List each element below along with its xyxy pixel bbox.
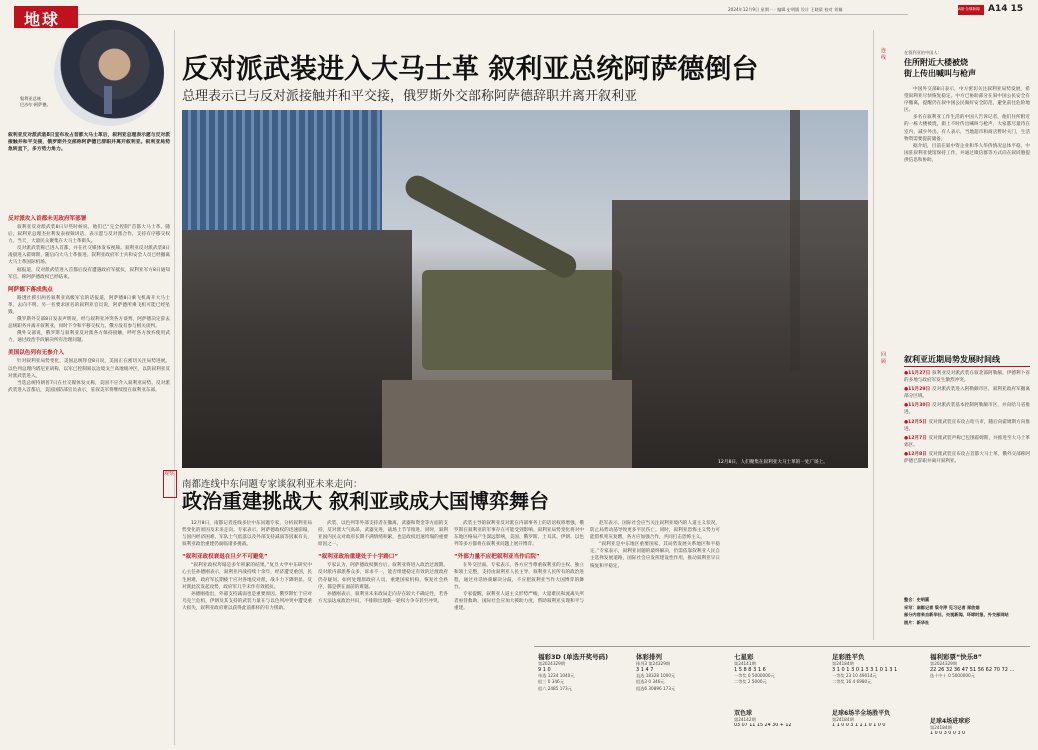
lottery-issue: 排列3 第24329期 [636,661,671,666]
timeline-text: 反对派武装宣布攻占首都大马士革，俄外交部称阿萨德已辞职并离开叙利亚。 [904,451,1030,465]
lottery-numbers: 22 26 32 36 47 51 56 62 70 72 ... [930,667,1015,674]
article-col-3-body: 武装主导的叙利亚反对派在内部事务上的话语权将增强，俄罗斯在叙利亚的军事存在可能受到影响。叙利亚局势变化将对中东地区格局产生深远影响，美国、俄罗斯、土耳其、伊朗、以色列等多方都将在叙利亚问题上展开博弈。 [454,521,584,548]
lottery-extra-numbers: 1 1 0 0 3 1 1 1 0 1 0 0 [832,723,886,729]
lottery-prize-row: 组选6 30896 173元 [636,685,676,691]
right-body-2: 多名在叙利亚工作生活的中国人告诉记者，他们住所附近的一栋大楼被烧，街上不时传出喊叫与枪声，大家都尽量待在室内，减少外出。有人表示，当地超市和商店暂时关门，生活物资需要提前储备。 [904,115,1030,142]
timeline-text: 反对派武装宣布攻占哈马市，随后向霍姆斯方向推进。 [904,419,1030,432]
article-col-2-body: 武装、以色列等外部支持者在撤离，武器和资金等方面的支持，反对派大气高昂，武器先进，战场上节节推进。同时，叙利亚国内民众对政府长期不满情绪积累，也是政权迅速垮塌的重要原因之一。 [318,521,448,548]
masthead-rule [78,14,908,15]
kicker-2: 回顾 [881,352,887,365]
lottery-prize-row: 组三 0 346元 [538,679,564,685]
timeline-item [904,386,1030,400]
lottery-title: 体彩排列 [636,653,662,661]
timeline-date: ●12月7日 [904,435,929,441]
left-column [8,210,170,394]
photo-tank [422,270,622,370]
lottery-extra-numbers: 1 0 0 3 0 0 3 0 [930,731,966,737]
left-para-2: 反对派武装称已进入首都，并在社交媒体发布视频。叙利亚反对派武装8日凌晨进入霍姆斯，随后向大马士革推进。叙利亚政府军士兵和安全人员已经撤离大马士革国际机场。 [8,246,170,266]
lottery-top-rule [534,646,1030,647]
right-head-1-kicker: 在叙利亚的中国人： [904,50,942,55]
lottery-prize-row: 二等奖 16 4 6980元 [832,679,872,685]
lottery-extra-title: 双色球 [734,710,753,717]
lottery-numbers: 1 5 8 8 3 1 6 [734,667,766,674]
timeline-rule [904,366,1030,367]
right-head-2: 叙利亚近期局势发展时间线 [904,355,1000,364]
article-col-3-subhead: “外部力量不应把叙利亚当作后院” [454,554,540,561]
lottery-extra-title: 足球6场半全场胜平负 [832,710,891,717]
lottery-extra-block [930,716,1022,736]
portrait-tie [104,86,112,114]
article-col-4 [590,520,720,570]
portrait-caption: 叙利亚总统 巴沙尔·阿萨德。 [20,96,51,108]
lottery-extra-numbers: 03 07 11 15 24 30 + 12 [734,723,792,729]
left-subhead-2: 阿萨德下落成焦点 [8,286,53,293]
lottery-prize-row: 二等奖 2 5000元 [734,679,767,685]
right-body-3: 据介绍，目前在叙中资企业和华人华侨情况总体平稳，中国驻叙利亚使馆保持工作，并通过微信群等方式向在叙同胞提供信息和协助。 [904,143,1030,163]
left-para-7: 针对叙利亚局势变化，美国总统拜登8日说，美国正在密切关注局势进展。以色列总理内塔尼亚胡称，以军已控制叙以边境戈兰高地缓冲区，以防叙利亚反对派武装进入。 [8,359,170,379]
lottery-title: 七星彩 [734,653,754,661]
article-col-3-body2: 在外交层面，专家表示，各方应当尊重叙利亚的主权、独立和领土完整，支持由叙利亚人民主导、叙利亚人民所有的政治进程，通过对话协商解决分歧，不应把叙利亚当作大国博弈的舞台。 [454,563,584,590]
date-line: 2024年12月9日 星期一 · 编辑 史明圆 设计 王晓晨 校对 刘楠 [728,7,843,12]
article-col-1-body3: 孙德刚指出，外部支持减弱也是重要原因。俄罗斯忙于应对乌克兰危机，伊朗及其支持的武装力量在与以色列冲突中遭受重大损失，叙利亚政府难以获得此前那样的有力援助。 [182,591,312,611]
left-para-6: 俄外交部说，俄罗斯与叙利亚反对派各方保持接触，呼吁各方放弃使用武力，通过政治手段解决所有治理问题。 [8,331,170,344]
left-para-5: 俄罗斯外交部8日发表声明说，经与叙利亚冲突各方谈判，阿萨德决定辞去总统职务并离开叙利亚，同时下令和平移交权力。俄方没有参与相关谈判。 [8,317,170,330]
lottery-extra-block [734,708,826,728]
timeline-item [904,370,1030,384]
right-column-divider [873,30,874,640]
left-subhead-1: 反对派攻入首都未见政府军部署 [8,216,87,222]
timeline-text: 反对派武装声称已包围霍姆斯，并推进至大马士革郊区。 [904,435,1030,448]
lottery-issue: 第24141期 [734,661,756,666]
lottery-prize-row: 直选 18328 1000元 [636,673,676,679]
article-col-2-subhead: “叙利亚政治重建处于十字路口” [318,554,399,561]
photo-ground [382,380,632,468]
lottery-prize-row: 组六 2485 173元 [538,685,572,691]
left-para-1: 叙利亚反对派武装8日早些时候说，他们已“完全控制”首都大马士革。随后，叙利亚总理杰拉利发表视频讲话，表示愿与反对派合作，支持有序移交权力。当天，大量民众聚集在大马士革街头。 [8,225,170,245]
article-col-2-body2: 专家认为，阿萨德政权倒台后，叙利亚将进入政治过渡期。反对派内部派系众多，诉求不一，能否组建稳定有效的过渡政府仍存疑问。如何处理原政府人员、重建国家机构、恢复社会秩序，都是摆在面前的难题。 [318,563,448,590]
timeline-item [904,435,1030,449]
lottery-strip [534,650,1030,745]
lottery-extra-block [832,708,924,728]
article-col-2-body3: 孙德刚表示，叙利亚未来政局走向存在较大不确定性，若各方无法达成政治共识，不排除出现新一轮权力争夺甚至冲突。 [318,591,448,604]
main-subhead: 总理表示已与反对派接触并和平交接，俄罗斯外交部称阿萨德辞职并离开叙利亚 [182,89,638,104]
lottery-numbers: 9 1 0 [538,667,551,674]
lottery-extra-issue: 第24142期 [734,717,756,722]
main-photo [182,110,868,468]
second-headline-lead: 南都连线中东问题专家谈叙利亚未来走向： [182,479,363,490]
observe-kicker: 观察 [164,471,175,477]
right-column-text-1 [904,86,1030,164]
timeline-date: ●11月27日 [904,371,933,376]
photo-crowd-left [182,230,412,468]
lottery-issue: 第24184期 [832,661,854,666]
lottery-extra-issue: 第24184期 [930,725,952,730]
article-col-4-body: 赵军表示，国际社会应当关注叙利亚境内的人道主义状况，防止局势动荡导致更多平民伤亡。同时，叙利亚恐怖主义势力可能借机死灰复燃，各方应加强合作，共同打击恐怖主义。 [590,521,720,541]
lottery-extra-title: 足球4场进球彩 [930,718,971,725]
page-badge: A版·全球新闻 [958,7,980,11]
lottery-prize-row: 一等奖 0 5000000元 [734,673,775,679]
article-col-1-body2: “叙利亚政权垮塌是多年积累的结果。”复旦大学中东研究中心主任孙德刚表示，叙利亚内战持续十余年，经济遭受重创，民生困难，政府军长期疲于应对各地反对派，战斗力下降明显。反对派此次发起攻势，政府军几乎未作有效抵抗。 [182,563,312,590]
photo-caption: 12月8日，人们聚集在叙利亚大马士革的一处广场上。 [718,460,828,465]
lottery-block [832,652,922,686]
lottery-extra-issue: 第24184期 [832,717,854,722]
lottery-block [636,652,726,692]
lottery-numbers: 3 1 4 7 [636,667,654,674]
lottery-issue: 第2024329期 [930,661,958,666]
right-head-1: 住所附近大楼被烧 街上传出喊叫与枪声 [904,58,976,78]
left-subhead-3: 美国以色列有无参介入 [8,350,64,357]
main-headline: 反对派武装进入大马士革 叙利亚总统阿萨德倒台 [182,54,759,85]
timeline-text: 反对派武装进入阿勒颇市区，叙利亚政府军撤离部分区域。 [904,387,1030,400]
lottery-block [930,652,1020,679]
lottery-title: 足彩胜平负 [832,653,865,661]
second-headline: 政治重建挑战大 叙利亚或成大国博弈舞台 [182,489,549,513]
article-col-3 [454,520,584,612]
page-number: A14 15 [988,4,1024,14]
left-column-divider [174,30,175,745]
timeline-item [904,451,1030,465]
timeline-text: 叙利亚反对派武装在叙北部阿勒颇、伊德利卜省的多地与政府军发生激烈冲突。 [904,371,1030,384]
lottery-prize-row: 单选 1234 1040元 [538,673,575,679]
timeline-text: 反对派武装基本控制阿勒颇市区，并向哈马省推进。 [904,403,1030,416]
photo-tank-gun [401,171,580,281]
left-para-3: 据报道，反对派武装进入首都后没有遭遇政府军抵抗，叙利亚军方8日通知军官，称阿萨德政权已经结束。 [8,267,170,280]
timeline-item [904,419,1030,433]
lottery-prize-row: 组选3 0 346元 [636,679,665,685]
article-col-2 [318,520,448,605]
article-col-1 [182,520,312,612]
section-title: 地球 [24,10,61,29]
article-col-1-subhead: “叙利亚政权衰退在旦夕不可避免” [182,554,268,561]
lottery-numbers: 3 1 0 1 3 0 1 3 3 1 0 1 3 1 [832,667,898,674]
photo-crowd-right [612,200,868,468]
lede: 叙利亚反对派武装8日宣布攻占首都大马士革后，叙利亚总理表示愿与反对派接触并和平交接，俄罗斯外交部称阿萨德已辞职并离开叙利亚。叙利亚局势急转直下，多方势力角力。 [8,133,170,153]
lottery-issue: 第2024329期 [538,661,566,666]
left-para-8: 当选总统特朗普7日在社交媒体发文称，美国不应介入叙利亚局势。反对派武装进入首都后，美国国防部官员表示，驻叙美军将继续留在叙利亚东部。 [8,380,170,393]
timeline-date: ●12月5日 [904,419,929,425]
timeline [904,370,1030,467]
article-col-3-body3: 专家提醒，叙利亚人道主义形势严峻，大量难民和流离失所者亟待救助，国际社会应加大援助力度，帮助叙利亚实现和平与重建。 [454,591,584,611]
photo-building [182,110,382,230]
right-body-1: 中国外交部8日表示，中方密切关注叙利亚局势发展，希望叙利亚尽快恢复稳定。中方已协助部分在叙中国公民安全有序撤离，提醒仍在叙中国公民做好安全防范，避免前往危险地区。 [904,87,1030,114]
lottery-block [734,652,824,686]
lottery-prize-row: 选十中十 0 5000000元 [930,673,975,679]
kicker-1: 连线 [881,48,887,61]
left-para-4: 路透社援引两名叙利亚高级军官的话报道，阿萨德8日乘飞机离开大马士革，去向不明。另一名要求匿名的叙利亚官员说，阿萨德所乘飞机可能已经坠毁。 [8,295,170,315]
article-col-1-body: 12月8日，南都记者连线多位中东问题专家，分析叙利亚局势变化的原因及未来走向。专家表示，阿萨德政权的迅速崩塌，与国内经济困难、军队士气低落以及外部支持减弱等因素有关，叙利亚政治重建仍面临诸多挑战。 [182,521,312,548]
lottery-title: 福利彩票“快乐8” [930,653,983,661]
timeline-date: ●11月29日 [904,387,933,393]
timeline-date: ●12月8日 [904,451,929,457]
lottery-title: 福彩3D (单选开奖号码) [538,653,609,661]
lottery-block [538,652,628,692]
lottery-prize-row: 一等奖 23 10 49014元 [832,673,877,679]
timeline-date: ●11月30日 [904,403,933,409]
credits: 整合：史明圆 采写：南都记者 梁令萍 见习记者 郑欣娟 部分内容来自新华社、央视新闻、环球时报、外交部网站 图片：新华社 [904,597,1009,625]
timeline-item [904,402,1030,416]
article-col-4-body2: “叙利亚是中东地区重要国家，其局势发展关系地区和平稳定。”专家表示，叙利亚问题的最终解决，仍需依靠叙利亚人民自主选择发展道路，国际社会应发挥建设性作用，推动叙利亚早日恢复和平稳定。 [590,542,720,569]
